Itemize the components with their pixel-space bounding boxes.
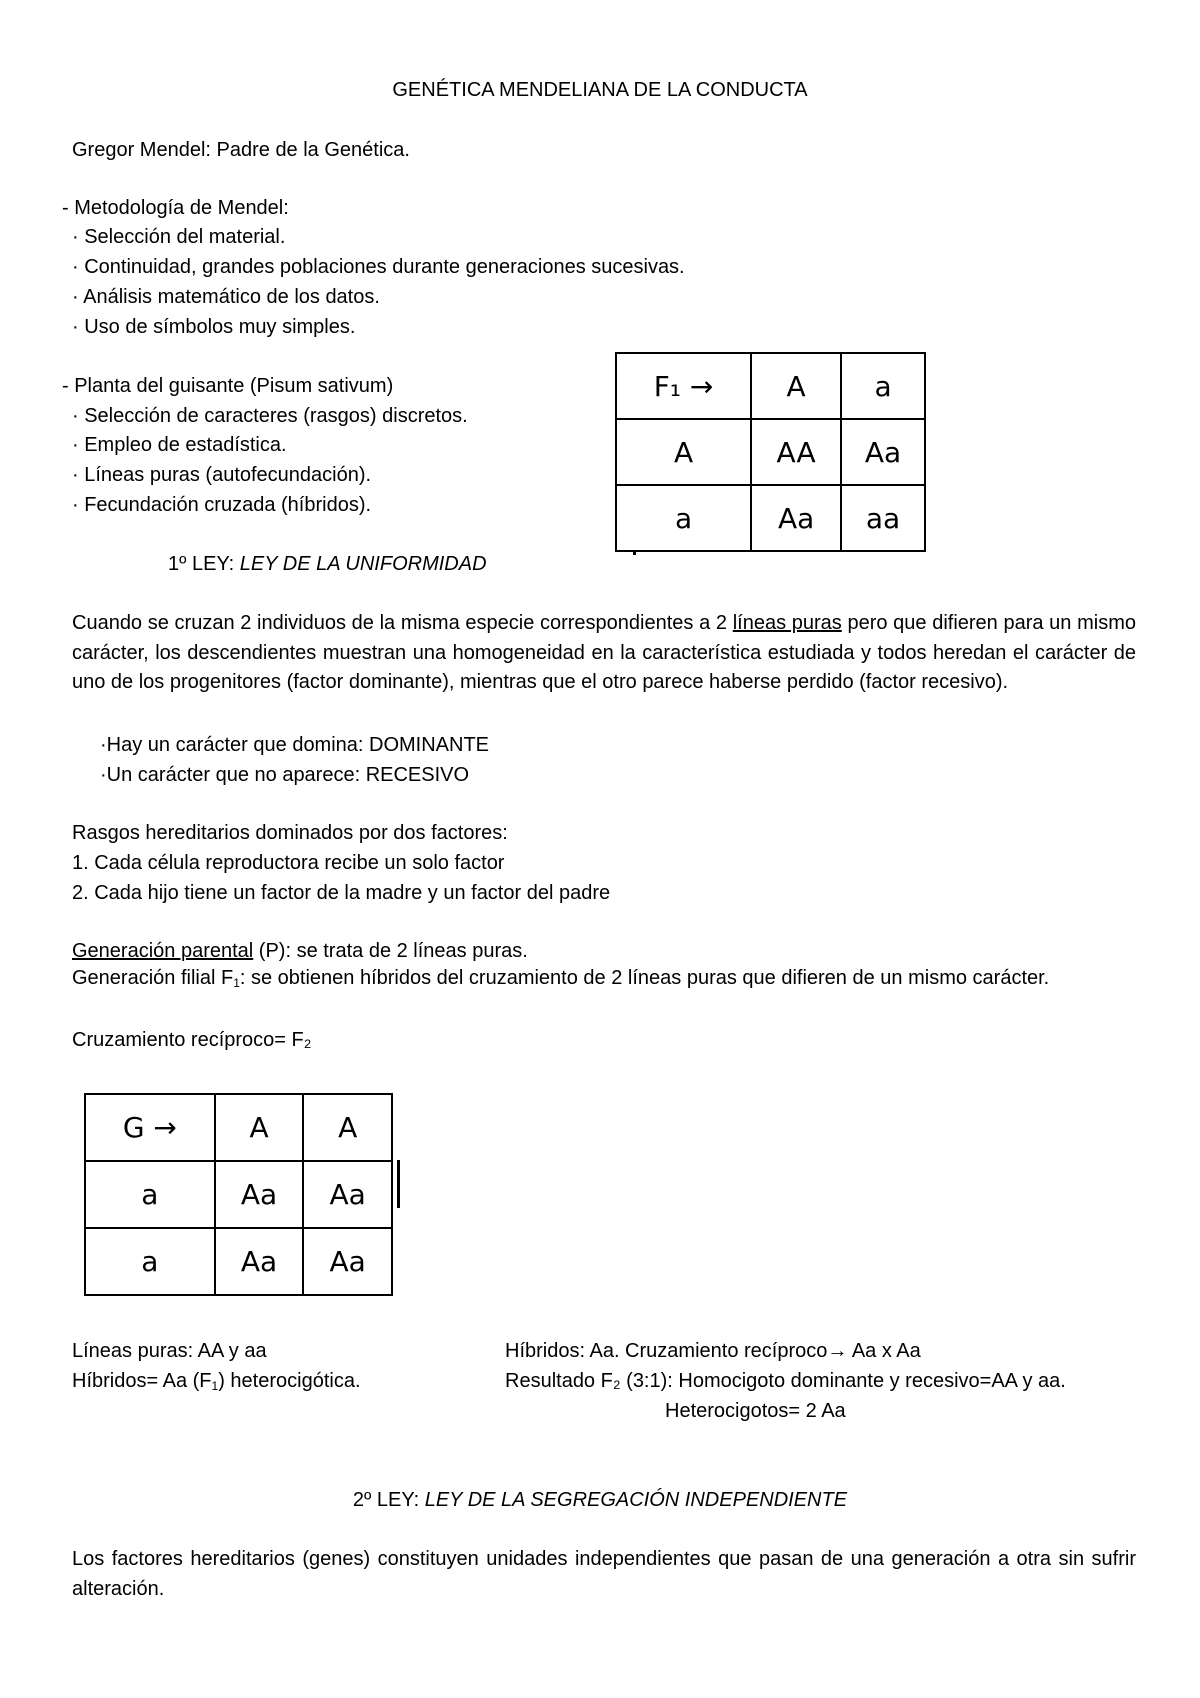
punnett-cell: Aa <box>303 1161 392 1228</box>
punnett-cell: Aa <box>841 419 925 485</box>
ley1-text-before: Cuando se cruzan 2 individuos de la misma especie correspondientes a 2 <box>72 612 733 634</box>
hibridos-left-before: Híbridos= Aa (F <box>72 1370 212 1392</box>
page-title: GENÉTICA MENDELIANA DE LA CONDUCTA <box>392 79 808 101</box>
punnett-row-label: a <box>616 485 751 551</box>
ley1-heading <box>168 552 487 576</box>
punnett-row <box>85 1094 392 1161</box>
metodologia-heading: - Metodología de Mendel: <box>62 197 289 219</box>
filial-before: Generación filial F <box>72 967 234 989</box>
rasgos-heading: Rasgos hereditarios dominados por dos factores: <box>72 822 508 844</box>
metodologia-item: · Continuidad, grandes poblaciones durante generaciones sucesivas. <box>72 256 685 278</box>
lineas-puras-link: líneas puras <box>732 612 842 634</box>
generacion-filial <box>72 964 1136 994</box>
punnett-row <box>616 485 925 551</box>
punnett-cell: aa <box>841 485 925 551</box>
heterocigotos-line: Heterocigotos= 2 Aa <box>665 1400 846 1422</box>
punnett-square-f1 <box>615 352 926 552</box>
punnett-row-label: a <box>85 1228 215 1295</box>
filial-after: : se obtienen híbridos del cruzamiento de 2 líneas puras que difieren de un mismo carácter. <box>239 967 1050 989</box>
parental-label: Generación parental <box>72 940 254 962</box>
ley1-name: LEY DE LA UNIFORMIDAD <box>239 553 487 575</box>
ley1-paragraph <box>72 609 1136 698</box>
punnett-row-label: A <box>616 419 751 485</box>
punnett-header-cell: a <box>841 353 925 419</box>
planta-heading: - Planta del guisante (Pisum sativum) <box>62 375 394 397</box>
punnett-row-label: a <box>85 1161 215 1228</box>
resultado-line: Resultado F₂ (3:1): Homocigoto dominante y recesivo=AA y aa. <box>505 1370 1066 1392</box>
ley2-name: LEY DE LA SEGREGACIÓN INDEPENDIENTE <box>424 1489 848 1511</box>
hibridos-left-line <box>72 1369 361 1393</box>
punnett-cell: Aa <box>215 1161 304 1228</box>
punnett-header-cell: A <box>303 1094 392 1161</box>
intro-line: Gregor Mendel: Padre de la Genética. <box>72 139 410 161</box>
punnett-header-cell: A <box>215 1094 304 1161</box>
punnett-row <box>616 353 925 419</box>
filial-sub: 1 <box>233 976 240 990</box>
cruzamiento-reciproco: Cruzamiento recíproco= F₂ <box>72 1029 312 1051</box>
planta-item: · Líneas puras (autofecundación). <box>72 464 372 486</box>
planta-item: · Fecundación cruzada (híbridos). <box>72 494 372 516</box>
punnett-row <box>616 419 925 485</box>
planta-item: · Selección de caracteres (rasgos) discretos. <box>72 405 468 427</box>
recesivo-line: ·Un carácter que no aparece: RECESIVO <box>100 764 470 786</box>
ley2-paragraph: Los factores hereditarios (genes) constituyen unidades independientes que pasan de una generación a otra sin sufrir alteración. <box>72 1548 1136 1600</box>
planta-item: · Empleo de estadística. <box>72 434 287 456</box>
punnett-cell: Aa <box>215 1228 304 1295</box>
metodologia-item: · Análisis matemático de los datos. <box>72 286 380 308</box>
punnett-cell: AA <box>751 419 841 485</box>
metodologia-item: · Selección del material. <box>72 226 286 248</box>
punnett-header-cell: F₁ → <box>616 353 751 419</box>
hibridos-left-after: ) heterocigótica. <box>218 1370 361 1392</box>
dominante-line: ·Hay un carácter que domina: DOMINANTE <box>100 734 490 756</box>
punnett-square-g <box>84 1093 393 1296</box>
hibridos-left-sub: 1 <box>211 1379 219 1393</box>
lineas-puras-line: Líneas puras: AA y aa <box>72 1340 267 1362</box>
stray-dot <box>633 552 636 555</box>
generacion-parental <box>72 939 528 963</box>
punnett-header-cell: A <box>751 353 841 419</box>
rasgos-item: 1. Cada célula reproductora recibe un solo factor <box>72 852 505 874</box>
ley2-heading <box>0 1488 1200 1512</box>
ley1-prefix: 1º LEY: <box>168 553 240 575</box>
parental-text: (P): se trata de 2 líneas puras. <box>253 940 528 962</box>
hibridos-right-line: Híbridos: Aa. Cruzamiento recíproco→ Aa x Aa <box>505 1340 921 1362</box>
ley1-text-after: pero que difieren para un mismo carácter, los descendientes muestran una homogeneidad en la característica estudiada y todos heredan el carácter de uno de los progenitores (factor dominante), mientras que el otro parece haberse perdido (factor recesivo). <box>72 612 1136 693</box>
metodologia-item: · Uso de símbolos muy simples. <box>72 316 356 338</box>
text-cursor <box>397 1160 400 1208</box>
punnett-row <box>85 1228 392 1295</box>
punnett-header-cell: G → <box>85 1094 215 1161</box>
ley2-prefix: 2º LEY: <box>352 1489 425 1511</box>
punnett-row <box>85 1161 392 1228</box>
rasgos-item: 2. Cada hijo tiene un factor de la madre y un factor del padre <box>72 882 611 904</box>
punnett-cell: Aa <box>751 485 841 551</box>
punnett-cell: Aa <box>303 1228 392 1295</box>
